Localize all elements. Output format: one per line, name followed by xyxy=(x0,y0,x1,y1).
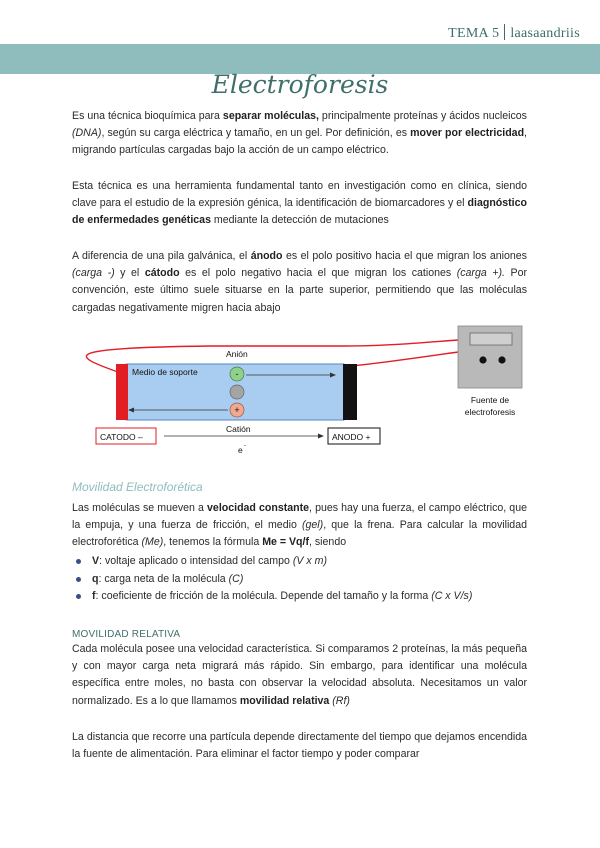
power-source-label-line2: electroforesis xyxy=(464,407,516,417)
bold-text: mover por electricidad xyxy=(410,127,525,140)
paragraph-mobility xyxy=(72,500,527,552)
paragraph-applications xyxy=(72,178,527,230)
variables-list xyxy=(72,553,547,606)
text: Es una técnica bioquímica para xyxy=(72,110,223,122)
power-source-terminal-negative xyxy=(479,356,486,363)
paragraph-distance: La distancia que recorre una partícula depende directamente del tiempo que dejamos encendida la fuente de alimentación. Para eliminar el factor tiempo y poder comparar xyxy=(72,731,527,761)
header-author: laasaandriis xyxy=(510,26,580,41)
electron-label: e xyxy=(238,445,243,455)
italic-text: (gel) xyxy=(301,519,324,532)
power-source-label-line1: Fuente de xyxy=(470,395,510,405)
section-heading-relative-mobility: MOVILIDAD RELATIVA xyxy=(72,629,181,640)
paragraph-relative-mobility xyxy=(72,641,527,710)
variable-key: V xyxy=(92,555,100,567)
electron-superscript: - xyxy=(244,443,246,449)
bold-text: velocidad constante xyxy=(207,502,310,514)
bold-text: separar moléculas, xyxy=(222,110,319,122)
text: , tenemos la fórmula xyxy=(163,536,263,549)
section-heading-mobility: Movilidad Electroforética xyxy=(72,480,203,494)
text: Las moléculas se mueven a xyxy=(72,502,208,514)
wire-anode xyxy=(352,352,458,366)
text: Cada molécula posee una velocidad característica. Si comparamos 2 proteínas, la más pequeña y con mayor carga neta migrará más rápido. Sin embargo, para identificar una molécula específica entre moles, no basta con observar la velocidad absoluta. Necesitamos un valor normalizado. Es a lo que llamamos xyxy=(72,643,527,707)
text: y el xyxy=(114,267,145,280)
italic-text: (Me) xyxy=(141,536,164,549)
list-item xyxy=(92,588,547,606)
list-item xyxy=(92,571,547,589)
bold-text: movilidad relativa xyxy=(239,694,330,707)
text: : coeficiente de fricción de la molécula. Depende del tamaño y la forma xyxy=(95,590,432,603)
electron-arrowhead xyxy=(318,434,324,439)
bold-text: ánodo xyxy=(250,250,283,262)
text: , pues hay una fuerza, el campo eléctrico, que la empuja, y una fuerza de fricción, el medio xyxy=(72,502,527,532)
anion-label: Anión xyxy=(226,349,248,359)
paragraph-intro xyxy=(72,108,527,160)
unit: (C) xyxy=(228,572,244,585)
text: , migrando partículas cargadas bajo la acción de un campo eléctrico. xyxy=(72,127,527,157)
cation-label: Catión xyxy=(226,424,251,434)
variable-key: f xyxy=(92,590,96,603)
text: es el polo negativo hacia el que migran los cationes xyxy=(179,267,457,280)
text: : carga neta de la molécula xyxy=(98,572,229,585)
text: : voltaje aplicado o intensidad del campo xyxy=(99,555,293,567)
cation-sign: + xyxy=(234,405,240,415)
header-tema: TEMA 5 xyxy=(448,26,500,41)
anode-label: ANODO + xyxy=(332,432,371,442)
power-source-display xyxy=(470,333,512,345)
italic-text: (DNA) xyxy=(72,127,102,140)
text: , que la frena. Para calcular la movilidad electroforética xyxy=(72,519,527,549)
text: Esta técnica es una herramienta fundamental tanto en investigación como en clínica, siendo clave para el estudio de la expresión génica, la identificación de biomarcadores y el xyxy=(72,180,527,210)
page-title: Electroforesis xyxy=(211,70,389,99)
bold-text: cátodo xyxy=(144,267,180,280)
neutral-particle xyxy=(230,385,244,399)
unit: (C x V/s) xyxy=(431,590,473,603)
electrophoresis-diagram xyxy=(60,320,540,460)
anion-sign: - xyxy=(235,369,239,379)
italic-text: (carga +). xyxy=(456,267,505,280)
cathode-label: CATODO – xyxy=(100,432,143,442)
header-label xyxy=(448,24,580,42)
italic-text: (Rf) xyxy=(329,694,350,707)
list-item xyxy=(92,553,547,571)
anode-electrode xyxy=(343,364,357,420)
italic-text: (carga -) xyxy=(72,267,115,280)
support-medium-label: Medio de soporte xyxy=(132,367,198,377)
text: es el polo positivo hacia el que migran los aniones xyxy=(282,250,527,262)
text: principalmente proteínas y ácidos nucleicos xyxy=(318,110,527,122)
cathode-electrode xyxy=(116,364,128,420)
text: mediante la detección de mutaciones xyxy=(210,214,389,227)
bold-text: diagnóstico de enfermedades genéticas xyxy=(72,197,527,227)
header-divider xyxy=(504,24,505,40)
text: , siendo xyxy=(309,536,347,549)
power-source-terminal-positive xyxy=(498,356,505,363)
variable-key: q xyxy=(92,572,99,585)
unit: (V x m) xyxy=(292,555,327,567)
formula: Me = Vq/f xyxy=(262,536,309,549)
paragraph-electrodes xyxy=(72,248,527,317)
text: A diferencia de una pila galvánica, el xyxy=(72,250,251,262)
text: , según su carga eléctrica y tamaño, en un gel. Por definición, es xyxy=(101,127,411,140)
text: Por convención, este último suele situarse en la parte superior, permitiendo que las moléculas cargadas negativamente migren hacia abajo xyxy=(72,267,527,314)
